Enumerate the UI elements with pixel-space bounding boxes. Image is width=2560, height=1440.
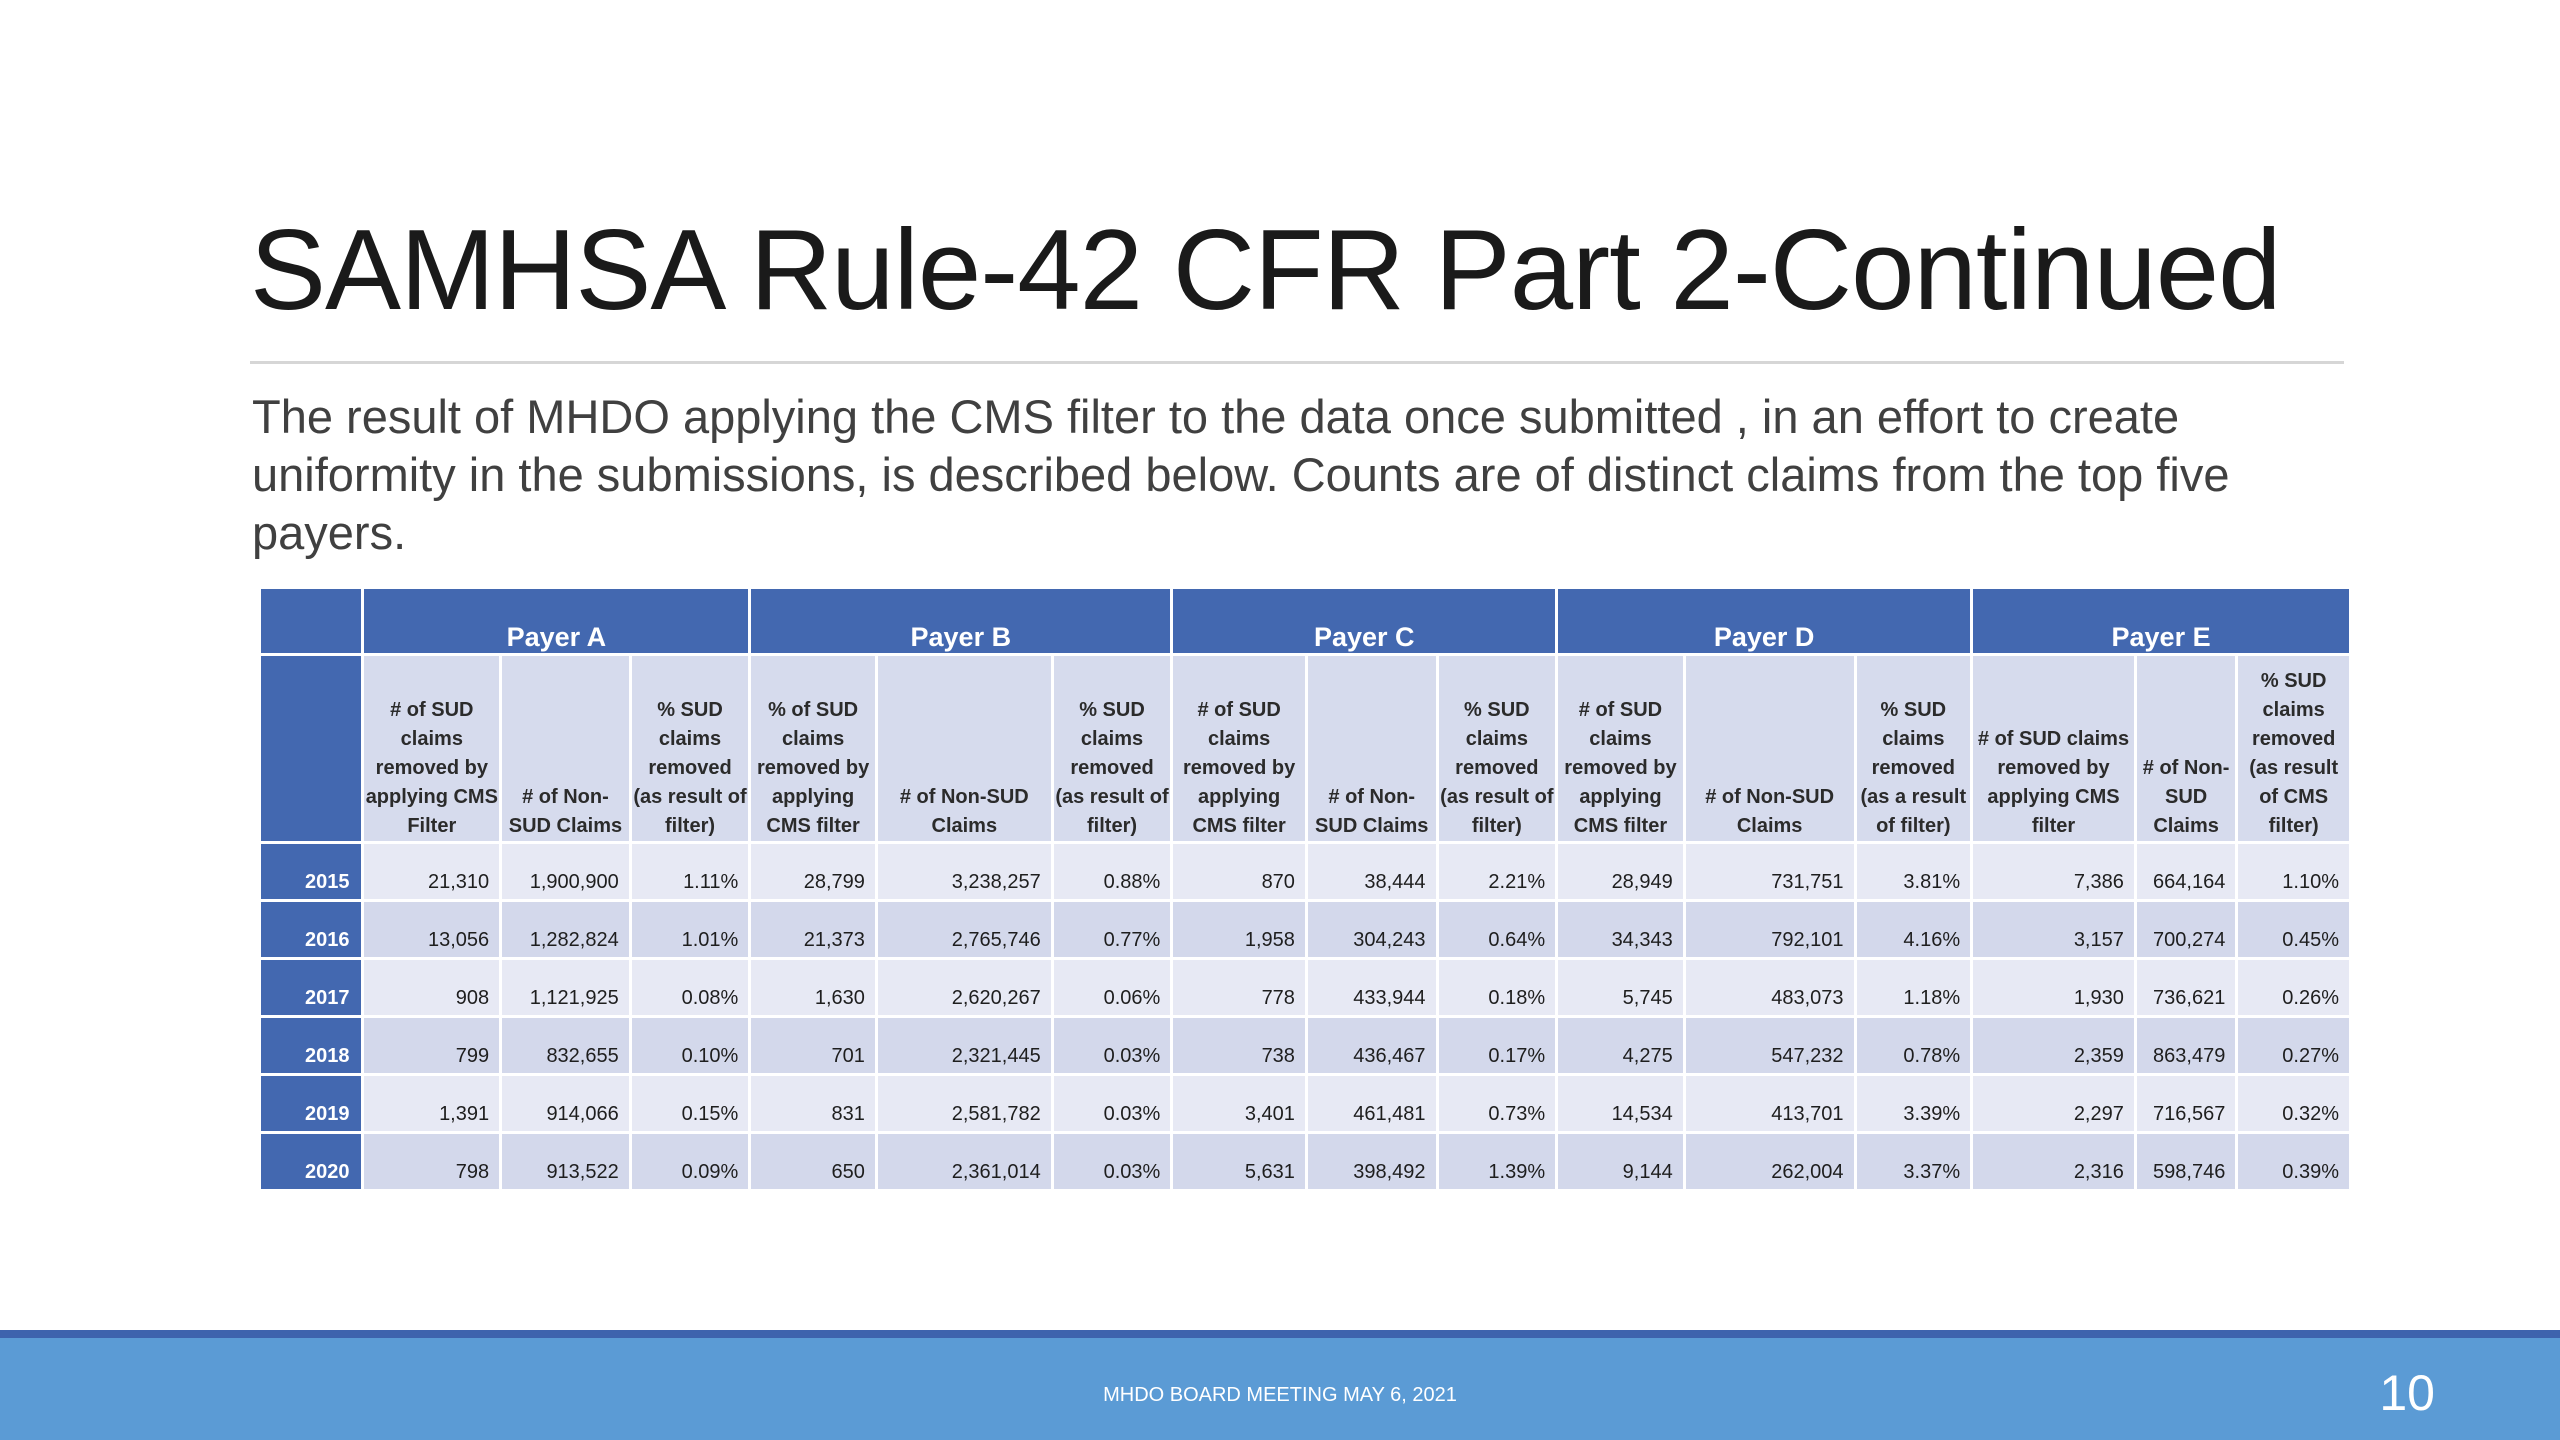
table-row bbox=[261, 844, 2349, 899]
table-cell: 914,066 bbox=[502, 1076, 629, 1131]
table-cell: 736,621 bbox=[2137, 960, 2235, 1015]
table-cell: 304,243 bbox=[1308, 902, 1436, 957]
table-cell: 0.64% bbox=[1439, 902, 1556, 957]
table-cell: 863,479 bbox=[2137, 1018, 2235, 1073]
table-cell: 0.77% bbox=[1054, 902, 1171, 957]
table-cell: 1,900,900 bbox=[502, 844, 629, 899]
table-cell: 21,373 bbox=[751, 902, 875, 957]
payer-header: Payer E bbox=[1973, 589, 2349, 653]
table-cell: 799 bbox=[364, 1018, 499, 1073]
table-cell: 2,361,014 bbox=[878, 1134, 1051, 1189]
table-cell: 778 bbox=[1173, 960, 1305, 1015]
year-cell: 2016 bbox=[261, 902, 361, 957]
column-header: # of Non-SUD Claims bbox=[1686, 656, 1854, 841]
table-cell: 413,701 bbox=[1686, 1076, 1854, 1131]
table-cell: 0.10% bbox=[632, 1018, 749, 1073]
table-cell: 1,958 bbox=[1173, 902, 1305, 957]
table-cell: 0.03% bbox=[1054, 1134, 1171, 1189]
title-divider bbox=[250, 361, 2344, 364]
table-cell: 0.45% bbox=[2238, 902, 2349, 957]
table-cell: 0.17% bbox=[1439, 1018, 1556, 1073]
payer-header: Payer D bbox=[1558, 589, 1970, 653]
table-cell: 7,386 bbox=[1973, 844, 2134, 899]
table-row bbox=[261, 1018, 2349, 1073]
column-header: % SUD claims removed (as result of filter) bbox=[1439, 656, 1556, 841]
column-header: % of SUD claims removed by applying CMS filter bbox=[751, 656, 875, 841]
table-row bbox=[261, 902, 2349, 957]
table-row bbox=[261, 960, 2349, 1015]
table-cell: 700,274 bbox=[2137, 902, 2235, 957]
table-cell: 13,056 bbox=[364, 902, 499, 957]
column-header: # of Non-SUD Claims bbox=[2137, 656, 2235, 841]
table-cell: 2,297 bbox=[1973, 1076, 2134, 1131]
payer-header: Payer B bbox=[751, 589, 1170, 653]
table-cell: 731,751 bbox=[1686, 844, 1854, 899]
table-cell: 1.39% bbox=[1439, 1134, 1556, 1189]
table-cell: 1.11% bbox=[632, 844, 749, 899]
table-cell: 2,316 bbox=[1973, 1134, 2134, 1189]
table-cell: 870 bbox=[1173, 844, 1305, 899]
table-cell: 3,157 bbox=[1973, 902, 2134, 957]
table-cell: 0.09% bbox=[632, 1134, 749, 1189]
column-header: % SUD claims removed (as result of filter) bbox=[632, 656, 749, 841]
column-header: # of SUD claims removed by applying CMS filter bbox=[1973, 656, 2134, 841]
table-cell: 0.03% bbox=[1054, 1018, 1171, 1073]
table-cell: 4.16% bbox=[1857, 902, 1971, 957]
table-cell: 5,745 bbox=[1558, 960, 1683, 1015]
table-cell: 2,581,782 bbox=[878, 1076, 1051, 1131]
column-header: # of SUD claims removed by applying CMS filter bbox=[1558, 656, 1683, 841]
table-cell: 0.27% bbox=[2238, 1018, 2349, 1073]
table-cell: 664,164 bbox=[2137, 844, 2235, 899]
table-cell: 14,534 bbox=[1558, 1076, 1683, 1131]
table-cell: 38,444 bbox=[1308, 844, 1436, 899]
table-cell: 483,073 bbox=[1686, 960, 1854, 1015]
table-cell: 9,144 bbox=[1558, 1134, 1683, 1189]
table-cell: 5,631 bbox=[1173, 1134, 1305, 1189]
table-cell: 1,630 bbox=[751, 960, 875, 1015]
table-cell: 0.88% bbox=[1054, 844, 1171, 899]
table-cell: 3,401 bbox=[1173, 1076, 1305, 1131]
table-cell: 908 bbox=[364, 960, 499, 1015]
table-cell: 3.37% bbox=[1857, 1134, 1971, 1189]
table-cell: 1,282,824 bbox=[502, 902, 629, 957]
column-header: # of SUD claims removed by applying CMS filter bbox=[1173, 656, 1305, 841]
table-cell: 28,949 bbox=[1558, 844, 1683, 899]
table-cell: 0.26% bbox=[2238, 960, 2349, 1015]
table-cell: 0.32% bbox=[2238, 1076, 2349, 1131]
table-cell: 436,467 bbox=[1308, 1018, 1436, 1073]
year-cell: 2015 bbox=[261, 844, 361, 899]
table-cell: 0.39% bbox=[2238, 1134, 2349, 1189]
column-header: # of Non-SUD Claims bbox=[1308, 656, 1436, 841]
table-cell: 262,004 bbox=[1686, 1134, 1854, 1189]
table-cell: 1,930 bbox=[1973, 960, 2134, 1015]
page-number: 10 bbox=[2379, 1365, 2435, 1421]
slide-title: SAMHSA Rule-42 CFR Part 2-Continued bbox=[250, 207, 2281, 334]
column-header: # of Non-SUD Claims bbox=[878, 656, 1051, 841]
payer-header: Payer A bbox=[364, 589, 748, 653]
column-header: # of SUD claims removed by applying CMS Filter bbox=[364, 656, 499, 841]
table-cell: 792,101 bbox=[1686, 902, 1854, 957]
table-cell: 832,655 bbox=[502, 1018, 629, 1073]
table-cell: 3.81% bbox=[1857, 844, 1971, 899]
table-cell: 831 bbox=[751, 1076, 875, 1131]
table-cell: 716,567 bbox=[2137, 1076, 2235, 1131]
table-cell: 398,492 bbox=[1308, 1134, 1436, 1189]
table-body bbox=[261, 841, 2349, 1189]
payer-header: Payer C bbox=[1173, 589, 1555, 653]
table-cell: 1,121,925 bbox=[502, 960, 629, 1015]
intro-text: The result of MHDO applying the CMS filter to the data once submitted , in an effort to create uniformity in the submissions, is described below. Counts are of distinct claims from the top five payers. bbox=[252, 390, 2230, 559]
year-cell: 2020 bbox=[261, 1134, 361, 1189]
column-header: # of Non-SUD Claims bbox=[502, 656, 629, 841]
table-cell: 2.21% bbox=[1439, 844, 1556, 899]
table-row bbox=[261, 1076, 2349, 1131]
table-cell: 1,391 bbox=[364, 1076, 499, 1131]
table-cell: 2,359 bbox=[1973, 1018, 2134, 1073]
year-cell: 2019 bbox=[261, 1076, 361, 1131]
table-cell: 598,746 bbox=[2137, 1134, 2235, 1189]
footer-accent-line bbox=[0, 1330, 2560, 1338]
corner-cell bbox=[261, 589, 361, 653]
table-cell: 0.06% bbox=[1054, 960, 1171, 1015]
table-cell: 738 bbox=[1173, 1018, 1305, 1073]
table-cell: 3.39% bbox=[1857, 1076, 1971, 1131]
table-cell: 1.10% bbox=[2238, 844, 2349, 899]
corner-cell bbox=[261, 656, 361, 841]
table-cell: 1.18% bbox=[1857, 960, 1971, 1015]
table-cell: 3,238,257 bbox=[878, 844, 1051, 899]
table-cell: 0.03% bbox=[1054, 1076, 1171, 1131]
table-cell: 2,321,445 bbox=[878, 1018, 1051, 1073]
table-cell: 913,522 bbox=[502, 1134, 629, 1189]
footer-text: MHDO BOARD MEETING MAY 6, 2021 bbox=[1103, 1384, 1457, 1406]
table-cell: 2,620,267 bbox=[878, 960, 1051, 1015]
table-cell: 0.73% bbox=[1439, 1076, 1556, 1131]
table-cell: 2,765,746 bbox=[878, 902, 1051, 957]
table-cell: 0.18% bbox=[1439, 960, 1556, 1015]
table-row bbox=[261, 1134, 2349, 1189]
table-cell: 1.01% bbox=[632, 902, 749, 957]
table-cell: 21,310 bbox=[364, 844, 499, 899]
table-cell: 650 bbox=[751, 1134, 875, 1189]
table-cell: 547,232 bbox=[1686, 1018, 1854, 1073]
table-cell: 0.08% bbox=[632, 960, 749, 1015]
column-header: % SUD claims removed (as result of CMS filter) bbox=[2238, 656, 2349, 841]
table-cell: 433,944 bbox=[1308, 960, 1436, 1015]
year-cell: 2018 bbox=[261, 1018, 361, 1073]
year-cell: 2017 bbox=[261, 960, 361, 1015]
table-cell: 798 bbox=[364, 1134, 499, 1189]
column-header: % SUD claims removed (as result of filter) bbox=[1054, 656, 1171, 841]
table-cell: 28,799 bbox=[751, 844, 875, 899]
table-cell: 461,481 bbox=[1308, 1076, 1436, 1131]
table-cell: 0.78% bbox=[1857, 1018, 1971, 1073]
claims-table bbox=[258, 589, 2352, 1189]
table-cell: 0.15% bbox=[632, 1076, 749, 1131]
table-cell: 34,343 bbox=[1558, 902, 1683, 957]
column-header: % SUD claims removed (as a result of filter) bbox=[1857, 656, 1971, 841]
table-cell: 701 bbox=[751, 1018, 875, 1073]
table-cell: 4,275 bbox=[1558, 1018, 1683, 1073]
